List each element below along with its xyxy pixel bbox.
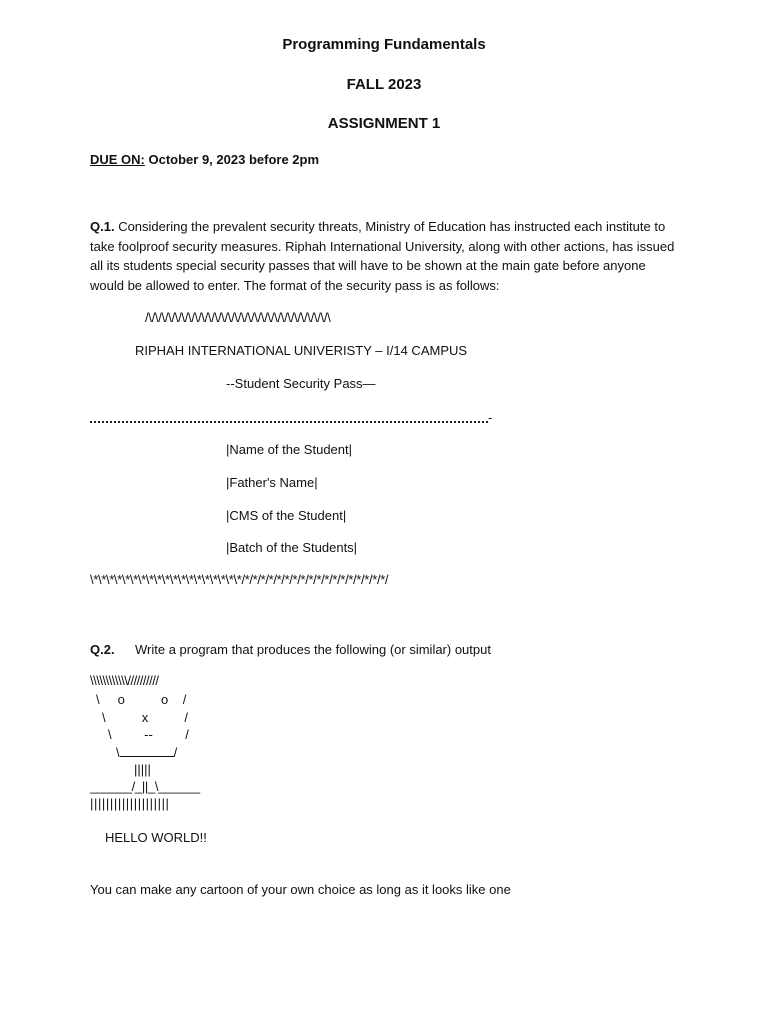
q1-text: Considering the prevalent security threats, Ministry of Education has instructed each institute to take foolproof security measures. Riphah International University, along with other actions, has issued all its students special security passes that will have to be shown at the main gate before anyone would be allowed to enter. The format of the security pass is as follows:	[90, 219, 675, 294]
art-line-7: ______/_||_\______	[90, 779, 200, 794]
pass-footer: \*\*\*\*\*\*\*\*\*\*\*\*\*\*\*\*\*\*\*/*/*/*/*/*/*/*/*/*/*/*/*/*/*/*/*/*/*/	[90, 572, 389, 587]
q1-paragraph	[90, 217, 675, 296]
q2-text: Write a program that produces the following (or similar) output	[135, 642, 491, 657]
art-hello: HELLO WORLD!!	[105, 830, 207, 845]
pass-subtitle: --Student Security Pass—	[226, 376, 376, 391]
art-line-6: |||||	[134, 762, 151, 777]
due-label: DUE ON:	[90, 152, 145, 167]
pass-university: RIPHAH INTERNATIONAL UNIVERISTY – I/14 CAMPUS	[135, 343, 468, 358]
pass-zigzag: /\/\/\/\/\/\/\/\/\/\/\/\/\/\/\/\/\/\/\/\/\/\/\/\/\/\/\/\	[145, 310, 331, 325]
art-mouth-left: \	[116, 745, 120, 760]
due-date-line	[90, 152, 319, 167]
pass-field-name: |Name of the Student|	[226, 442, 352, 457]
art-line-1: \\\\\\\\\\\\//////////	[90, 673, 159, 688]
assignment-title: ASSIGNMENT 1	[327, 115, 441, 132]
q1-label: Q.1.	[90, 219, 115, 234]
art-line-3: \ x /	[102, 710, 188, 725]
q2-closing: You can make any cartoon of your own choice as long as it looks like one	[90, 882, 511, 897]
due-value: October 9, 2023 before 2pm	[144, 152, 320, 167]
art-line-5	[116, 744, 177, 760]
pass-field-father: |Father's Name|	[226, 475, 318, 490]
q2-label: Q.2.	[90, 642, 115, 657]
pass-divider-dash: -	[488, 410, 493, 425]
term-title: FALL 2023	[346, 76, 422, 93]
art-line-8: ||||||||||||||||||||	[90, 796, 170, 811]
art-mouth-right: /	[173, 745, 178, 760]
art-mouth-line	[120, 744, 174, 757]
pass-field-cms: |CMS of the Student|	[226, 508, 347, 523]
course-title: Programming Fundamentals	[282, 36, 486, 53]
pass-dotted-divider	[90, 421, 488, 423]
art-line-4: \ -- /	[108, 727, 189, 742]
pass-field-batch: |Batch of the Students|	[226, 540, 358, 555]
art-line-2: \ o o /	[96, 692, 187, 707]
